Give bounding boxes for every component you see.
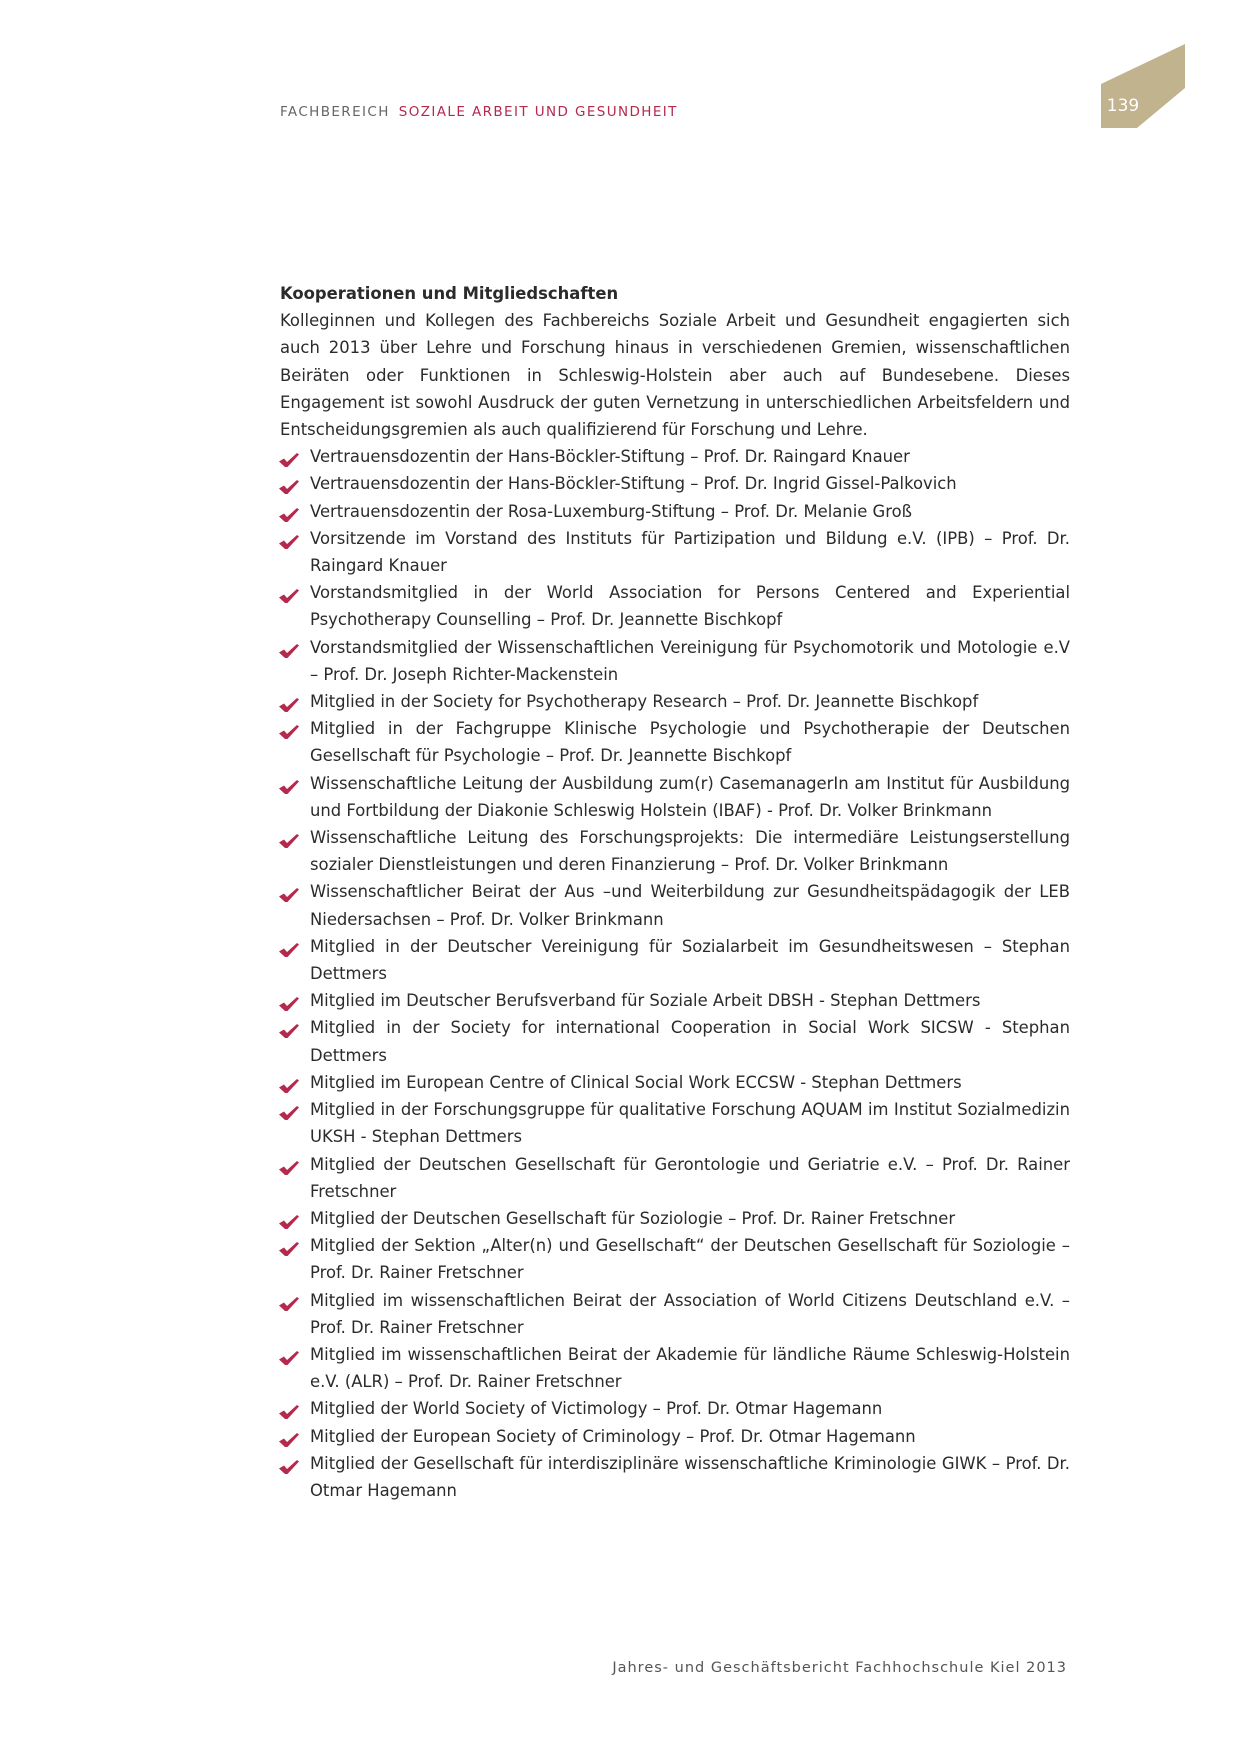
list-item-text: Wissenschaftliche Leitung des Forschungsprojekts: Die intermediäre Leistungserstellung sozialer Dienstleistungen und deren Finanzierung – Prof. Dr. Volker Brinkmann: [310, 828, 1070, 875]
list-item: [280, 525, 1070, 579]
page-header: [280, 104, 678, 120]
list-item: [280, 634, 1070, 688]
check-mark-icon: [278, 1075, 300, 1091]
check-mark-icon: [278, 1429, 300, 1445]
section-intro: Kolleginnen und Kollegen des Fachbereichs Soziale Arbeit und Gesundheit engagierten sich auch 2013 über Lehre und Forschung hinaus in verschiedenen Gremien, wissenschaftlichen Beiräten oder Funktionen in Schleswig-Holstein aber auch auf Bundesebene. Dieses Engagement ist sowohl Ausdruck der guten Vernetzung in unterschiedlichen Arbeitsfeldern und Entscheidungsgremien als auch qualifizierend für Forschung und Lehre.: [280, 311, 1070, 440]
check-mark-icon: [278, 1102, 300, 1118]
list-item-text: Mitglied im wissenschaftlichen Beirat der Akademie für ländliche Räume Schleswig-Holstein e.V. (ALR) – Prof. Dr. Rainer Fretschner: [310, 1344, 1070, 1392]
list-item-text: Vorstandsmitglied der Wissenschaftlichen Vereinigung für Psychomotorik und Motologie e.V – Prof. Dr. Joseph Richter-Mackenstein: [310, 637, 1070, 684]
list-item-text: Mitglied in der Forschungsgruppe für qualitative Forschung AQUAM im Institut Sozialmedizin UKSH - Stephan Dettmers: [310, 1100, 1070, 1147]
list-item: [280, 1232, 1070, 1286]
check-mark-icon: [278, 640, 300, 656]
list-item: [280, 933, 1070, 987]
list-item: [280, 770, 1070, 824]
check-mark-icon: [278, 585, 300, 601]
list-item: [280, 1014, 1070, 1068]
list-item-text: Mitglied im wissenschaftlichen Beirat der Association of World Citizens Deutschland e.V. – Prof. Dr. Rainer Fretschner: [310, 1290, 1070, 1337]
list-item: [280, 688, 1070, 715]
check-mark-icon: [278, 1211, 300, 1227]
list-item: [280, 1341, 1070, 1395]
check-mark-icon: [278, 939, 300, 955]
section-kooperationen: [280, 280, 1070, 1504]
list-item-text: Mitglied in der Deutscher Vereinigung für Sozialarbeit im Gesundheitswesen – Stephan Dettmers: [310, 936, 1070, 984]
page-number: 139: [1106, 96, 1140, 116]
check-mark-icon: [278, 694, 300, 710]
list-item: [280, 498, 1070, 525]
check-mark-icon: [278, 884, 300, 900]
list-item: [280, 987, 1070, 1014]
check-mark-icon: [278, 504, 300, 520]
check-mark-icon: [278, 1293, 300, 1309]
list-item: [280, 1395, 1070, 1422]
membership-list: [280, 443, 1070, 1504]
check-mark-icon: [278, 1347, 300, 1363]
list-item-text: Wissenschaftliche Leitung der Ausbildung zum(r) CasemanagerIn am Institut für Ausbildung und Fortbildung der Diakonie Schleswig Holstein (IBAF) - Prof. Dr. Volker Brinkmann: [310, 773, 1070, 820]
check-mark-icon: [278, 993, 300, 1009]
check-mark-icon: [278, 721, 300, 737]
list-item-text: Mitglied im Deutscher Berufsverband für Soziale Arbeit DBSH - Stephan Dettmers: [310, 991, 981, 1011]
list-item-text: Mitglied im European Centre of Clinical Social Work ECCSW - Stephan Dettmers: [310, 1072, 962, 1092]
list-item-text: Mitglied der Sektion „Alter(n) und Gesellschaft“ der Deutschen Gesellschaft für Soziologie – Prof. Dr. Rainer Fretschner: [310, 1236, 1070, 1283]
header-label: FACHBEREICH: [280, 104, 390, 120]
check-mark-icon: [278, 1020, 300, 1036]
list-item: [280, 1069, 1070, 1096]
check-mark-icon: [278, 1456, 300, 1472]
list-item: [280, 1205, 1070, 1232]
list-item: [280, 878, 1070, 932]
check-mark-icon: [278, 531, 300, 547]
list-item: [280, 1450, 1070, 1504]
list-item-text: Vertrauensdozentin der Rosa-Luxemburg-Stiftung – Prof. Dr. Melanie Groß: [310, 501, 912, 521]
list-item: [280, 1287, 1070, 1341]
list-item-text: Vorstandsmitglied in der World Association for Persons Centered and Experiential Psychotherapy Counselling – Prof. Dr. Jeannette Bischkopf: [310, 583, 1070, 630]
list-item: [280, 715, 1070, 769]
list-item-text: Mitglied der World Society of Victimology – Prof. Dr. Otmar Hagemann: [310, 1399, 883, 1419]
check-mark-icon: [278, 476, 300, 492]
list-item-text: Vertrauensdozentin der Hans-Böckler-Stiftung – Prof. Dr. Raingard Knauer: [310, 447, 910, 467]
check-mark-icon: [278, 1401, 300, 1417]
list-item: [280, 1096, 1070, 1150]
check-mark-icon: [278, 449, 300, 465]
list-item: [280, 824, 1070, 878]
check-mark-icon: [278, 776, 300, 792]
check-mark-icon: [278, 1238, 300, 1254]
list-item: [280, 1151, 1070, 1205]
list-item-text: Vorsitzende im Vorstand des Instituts für Partizipation und Bildung e.V. (IPB) – Prof. Dr. Raingard Knauer: [310, 528, 1070, 576]
list-item: [280, 470, 1070, 497]
check-mark-icon: [278, 1157, 300, 1173]
list-item-text: Mitglied der Deutschen Gesellschaft für Gerontologie und Geriatrie e.V. – Prof. Dr. Rainer Fretschner: [310, 1154, 1070, 1201]
list-item: [280, 579, 1070, 633]
list-item-text: Wissenschaftlicher Beirat der Aus –und Weiterbildung zur Gesundheitspädagogik der LEB Niedersachsen – Prof. Dr. Volker Brinkmann: [310, 882, 1070, 929]
list-item: [280, 1423, 1070, 1450]
list-item-text: Vertrauensdozentin der Hans-Böckler-Stiftung – Prof. Dr. Ingrid Gissel-Palkovich: [310, 474, 957, 494]
list-item-text: Mitglied der Deutschen Gesellschaft für Soziologie – Prof. Dr. Rainer Fretschner: [310, 1208, 956, 1228]
list-item-text: Mitglied in der Fachgruppe Klinische Psychologie und Psychotherapie der Deutschen Gesellschaft für Psychologie – Prof. Dr. Jeannette Bischkopf: [310, 719, 1070, 766]
list-item-text: Mitglied der European Society of Criminology – Prof. Dr. Otmar Hagemann: [310, 1426, 916, 1446]
page-footer: Jahres- und Geschäftsbericht Fachhochschule Kiel 2013: [612, 1660, 1067, 1676]
header-department: SOZIALE ARBEIT UND GESUNDHEIT: [398, 104, 678, 120]
list-item-text: Mitglied in der Society for Psychotherapy Research – Prof. Dr. Jeannette Bischkopf: [310, 692, 979, 712]
list-item-text: Mitglied in der Society for international Cooperation in Social Work SICSW - Stephan Dettmers: [310, 1018, 1070, 1065]
list-item-text: Mitglied der Gesellschaft für interdisziplinäre wissenschaftliche Kriminologie GIWK – Prof. Dr. Otmar Hagemann: [310, 1453, 1070, 1500]
check-mark-icon: [278, 830, 300, 846]
section-title: Kooperationen und Mitgliedschaften: [280, 284, 619, 303]
list-item: [280, 443, 1070, 470]
